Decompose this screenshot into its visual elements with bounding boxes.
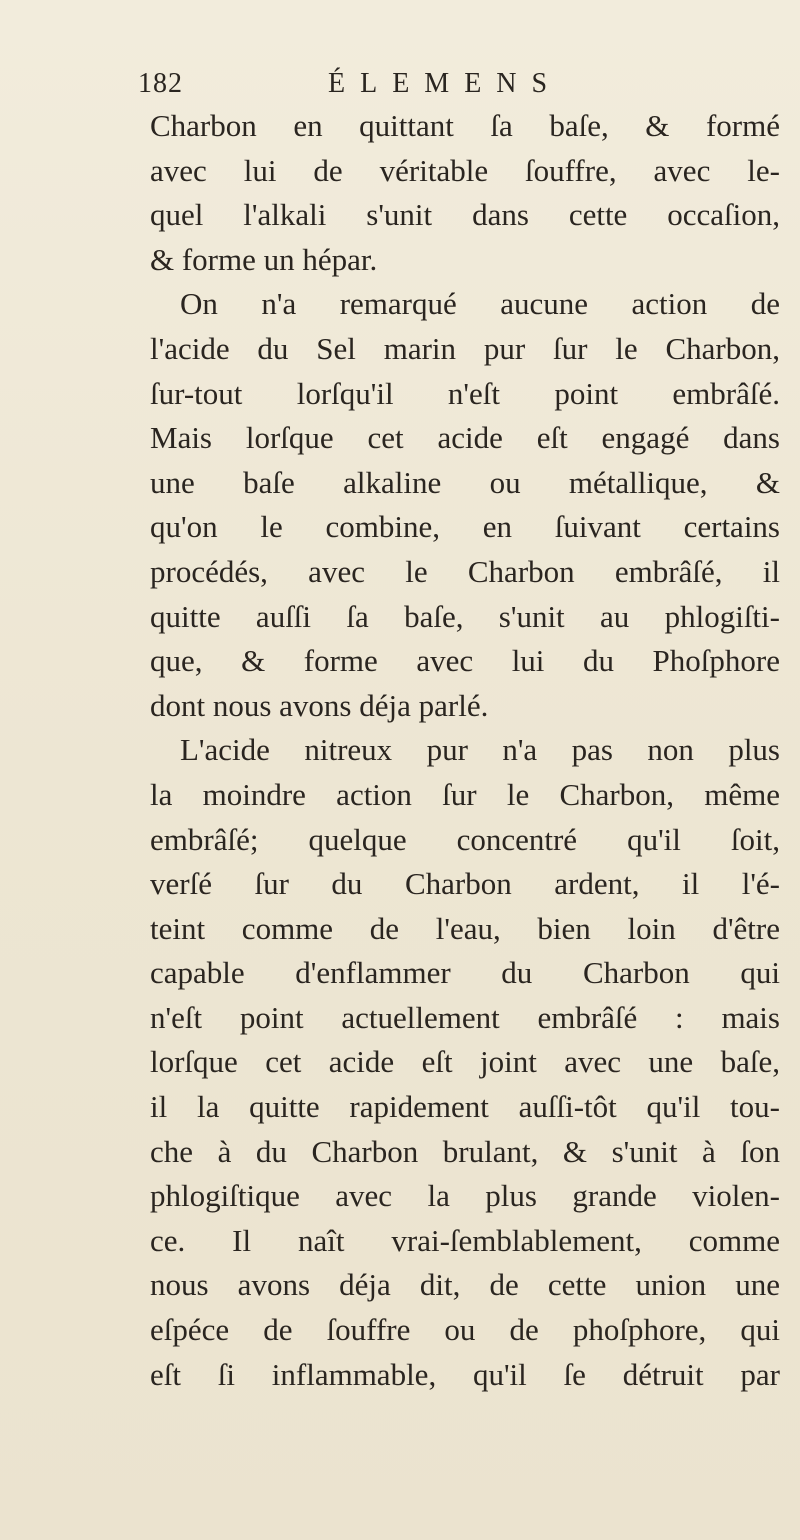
text-line: teint comme de l'eau, bien loin d'être — [150, 910, 780, 946]
text-line: n'eſt point actuellement embrâſé : mais — [150, 999, 780, 1035]
text-line: On n'a remarqué aucune action de — [180, 286, 780, 322]
text-line: dont nous avons déja parlé. — [150, 687, 489, 723]
text-line: embrâſé; quelque concentré qu'il ſoit, — [150, 821, 780, 857]
text-line: capable d'enflammer du Charbon qui — [150, 955, 780, 991]
text-line: che à du Charbon brulant, & s'unit à ſon — [150, 1133, 780, 1169]
text-line: quitte auſſi ſa baſe, s'unit au phlogiſti- — [150, 598, 780, 634]
text-line: & forme un hépar. — [150, 241, 378, 277]
text-line: l'acide du Sel marin pur ſur le Charbon, — [150, 330, 780, 366]
text-line: Mais lorſque cet acide eſt engagé dans — [150, 420, 780, 456]
text-line: eſpéce de ſouffre ou de phoſphore, qui — [150, 1312, 780, 1348]
text-line: L'acide nitreux pur n'a pas non plus — [180, 732, 780, 768]
text-line: ce. Il naît vrai-ſemblablement, comme — [150, 1222, 780, 1258]
text-line: eſt ſi inflammable, qu'il ſe détruit par — [150, 1356, 780, 1392]
page-header — [138, 68, 698, 108]
text-line: lorſque cet acide eſt joint avec une baſe, — [150, 1044, 780, 1080]
text-line: verſé ſur du Charbon ardent, il l'é- — [150, 866, 780, 902]
text-line: nous avons déja dit, de cette union une — [150, 1267, 780, 1303]
text-line: ſur-tout lorſqu'il n'eſt point embrâſé. — [150, 375, 780, 411]
body-text — [150, 104, 780, 1397]
text-line: une baſe alkaline ou métallique, & — [150, 464, 780, 500]
text-line: qu'on le combine, en ſuivant certains — [150, 509, 780, 545]
text-line: Charbon en quittant ſa baſe, & formé — [150, 108, 780, 143]
page-number: 182 — [138, 68, 183, 99]
text-line: la moindre action ſur le Charbon, même — [150, 776, 780, 812]
text-line: il la quitte rapidement auſſi-tôt qu'il tou- — [150, 1089, 780, 1125]
running-title: ÉLEMENS — [328, 68, 563, 99]
text-line: que, & forme avec lui du Phoſphore — [150, 643, 780, 679]
text-line: procédés, avec le Charbon embrâſé, il — [150, 553, 780, 589]
text-line: avec lui de véritable ſouffre, avec le- — [150, 152, 780, 188]
text-line: phlogiſtique avec la plus grande violen- — [150, 1178, 780, 1214]
text-line: quel l'alkali s'unit dans cette occaſion, — [150, 197, 780, 233]
